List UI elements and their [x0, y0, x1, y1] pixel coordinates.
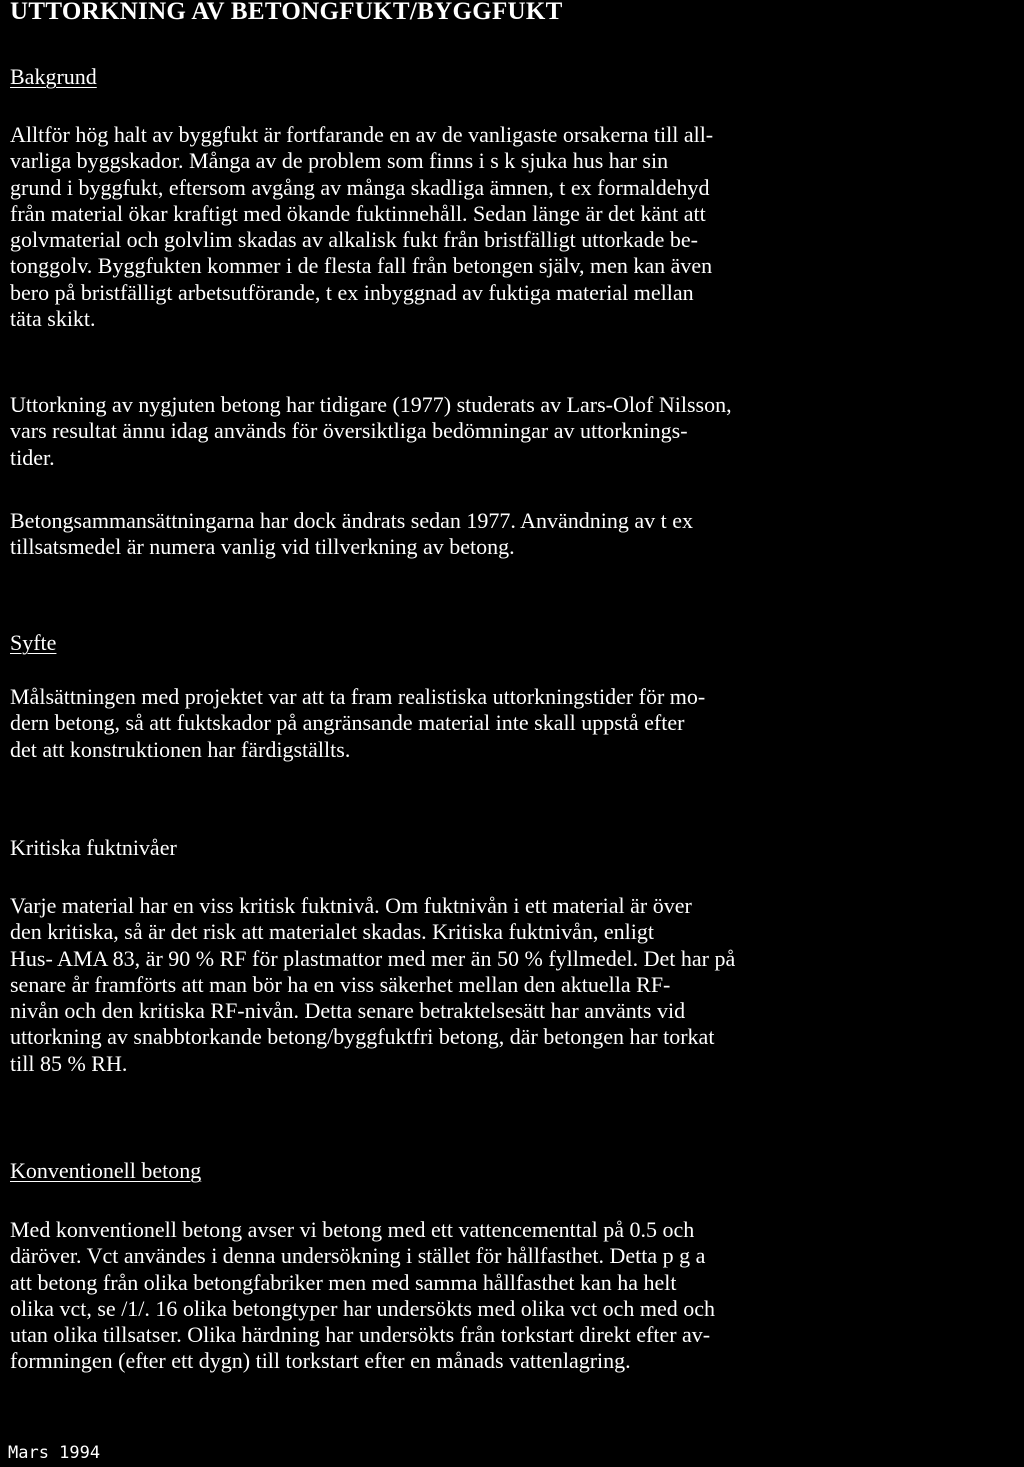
text-line: Uttorkning av nygjuten betong har tidigare (1977) studerats av Lars-Olof Nilsson, — [10, 392, 732, 417]
section-heading-syfte: Syfte — [10, 630, 57, 655]
text-line: det att konstruktionen har färdigställts. — [10, 736, 351, 762]
text-line: vars resultat ännu idag används för översiktliga bedömningar av uttorknings- — [10, 418, 688, 444]
text-line: täta skikt. — [10, 306, 96, 332]
text-line: formningen (efter ett dygn) till torkstart efter en månads vattenlagring. — [10, 1348, 631, 1374]
text-line: utan olika tillsatser. Olika härdning har undersökts från torkstart direkt efter av- — [10, 1322, 711, 1348]
paragraph-konventionell — [10, 1217, 1018, 1375]
text-line: att betong från olika betongfabriker men med samma hållfasthet kan ha helt — [10, 1269, 677, 1295]
text-line: Med konventionell betong avser vi betong med ett vattencementtal på 0.5 och — [10, 1217, 695, 1242]
text-line: senare år framförts att man bör ha en viss säkerhet mellan den aktuella RF- — [10, 971, 671, 997]
text-line: till 85 % RH. — [10, 1050, 128, 1076]
text-line: Alltför hög halt av byggfukt är fortfarande en av de vanligaste orsakerna till all- — [10, 122, 714, 147]
section-heading-bakgrund: Bakgrund — [10, 64, 97, 89]
text-line: golvmaterial och golvlim skadas av alkalisk fukt från bristfälligt uttorkade be- — [10, 227, 698, 253]
text-line: tillsatsmedel är numera vanlig vid tillverkning av betong. — [10, 534, 515, 560]
paragraph-bakgrund-1 — [10, 122, 1018, 332]
footer-date: Mars 1994 — [8, 1443, 101, 1463]
paragraph-kritiska — [10, 893, 1018, 1077]
text-line: uttorkning av snabbtorkande betong/byggfuktfri betong, där betongen har torkat — [10, 1024, 715, 1050]
section-heading-kritiska: Kritiska fuktnivåer — [10, 835, 177, 860]
text-line: Betongsammansättningarna har dock ändrats sedan 1977. Användning av t ex — [10, 508, 694, 533]
text-line: Målsättningen med projektet var att ta fram realistiska uttorkningstider för mo- — [10, 684, 706, 709]
paragraph-syfte — [10, 684, 1018, 763]
text-line: tider. — [10, 444, 55, 470]
text-line: Varje material har en viss kritisk fuktnivå. Om fuktnivån i ett material är över — [10, 893, 692, 918]
section-heading-konventionell: Konventionell betong — [10, 1158, 202, 1183]
text-line: olika vct, se /1/. 16 olika betongtyper har undersökts med olika vct och med och — [10, 1295, 716, 1321]
text-line: den kritiska, så är det risk att materialet skadas. Kritiska fuktnivån, enligt — [10, 919, 654, 945]
text-line: Hus- AMA 83, är 90 % RF för plastmattor med mer än 50 % fyllmedel. Det har på — [10, 945, 736, 971]
text-line: bero på bristfälligt arbetsutförande, t ex inbyggnad av fuktiga material mellan — [10, 279, 694, 305]
document-title: UTTORKNING AV BETONGFUKT/BYGGFUKT — [10, 0, 563, 25]
text-line: grund i byggfukt, eftersom avgång av många skadliga ämnen, t ex formaldehyd — [10, 174, 710, 200]
paragraph-bakgrund-2 — [10, 392, 1018, 471]
text-line: tonggolv. Byggfukten kommer i de flesta fall från betongen själv, men kan även — [10, 253, 713, 279]
text-line: varliga byggskador. Många av de problem som finns i s k sjuka hus har sin — [10, 148, 669, 174]
text-line: från material ökar kraftigt med ökande fuktinnehåll. Sedan länge är det känt att — [10, 200, 706, 226]
text-line: nivån och den kritiska RF-nivån. Detta senare betraktelsesätt har använts vid — [10, 998, 686, 1024]
text-line: däröver. Vct användes i denna undersökning i stället för hållfasthet. Detta p g a — [10, 1243, 706, 1269]
paragraph-bakgrund-3 — [10, 508, 1018, 561]
text-line: dern betong, så att fuktskador på angränsande material inte skall uppstå efter — [10, 710, 685, 736]
